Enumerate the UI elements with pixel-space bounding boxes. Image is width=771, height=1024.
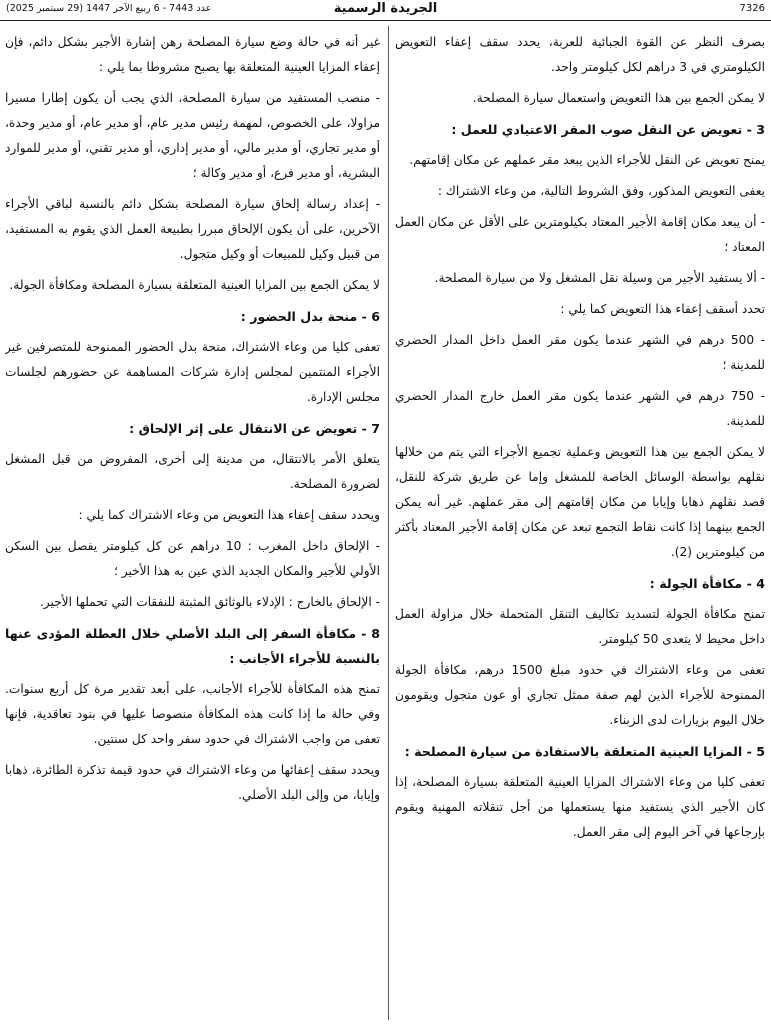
section-heading: 5 - المزايا العينية المتعلقة بالاستفادة من سيارة المصلحة : <box>404 744 765 759</box>
left-column <box>5 30 380 1020</box>
gazette-title: الجريدة الرسمية <box>333 1 438 16</box>
paragraph: - 750 درهم في الشهر عندما يكون مقر العمل خارج المدار الحضري للمدينة. <box>395 389 765 428</box>
paragraph: - ألا يستفيد الأجير من وسيلة نقل المشغل ولا من سيارة المصلحة. <box>434 271 765 285</box>
paragraph: - أن يبعد مكان إقامة الأجير المعتاد بكيلومترين على الأقل عن مكان العمل المعتاد ؛ <box>395 215 765 254</box>
paragraph: تعفى كليا من وعاء الاشتراك المزايا العينية المتعلقة بسيارة المصلحة، إذا كان الأجير الذي يستفيد منها يستعملها من أجل تنقلاته المهنية ويقوم بإرجاعها في آخر اليوم إلى مقر العمل. <box>395 775 765 839</box>
paragraph: - منصب المستفيد من سيارة المصلحة، الذي يجب أن يكون إطارا مسيرا مزاولا، على الخصوص، لمهمة رئيس مدير عام، أو مدير عام، أو مدير وحدة، أو مدير تجاري، أو مدير مالي، أو مدير إداري، أو مدير تقني، أو مدير للموارد البشرية، أو مدير فرع، أو مدير وكالة ؛ <box>5 91 380 180</box>
paragraph: تمنح هذه المكافأة للأجراء الأجانب، على أبعد تقدير مرة كل أربع سنوات. وفي حالة ما إذا كانت هذه المكافأة منصوصا عليها في بنود تعاقدية، فإنها تعفى من واجب الاشتراك في حدود سفر واحد كل سنتين. <box>5 682 380 746</box>
paragraph: يمنح تعويض عن النقل للأجراء الذين يبعد مقر عملهم عن مكان إقامتهم. <box>409 153 765 167</box>
column-divider <box>388 26 389 1020</box>
section-heading: 3 - تعويض عن النقل صوب المقر الاعتيادي للعمل : <box>451 122 765 137</box>
paragraph: - إعداد رسالة إلحاق سيارة المصلحة بشكل دائم بالنسبة لباقي الأجراء الآخرين، على أن يكون الإلحاق مبررا بطبيعة العمل الذي يقوم به المستفيد، من قبيل وكيل للمبيعات أو وكيل متجول. <box>5 197 380 261</box>
section-heading: 8 - مكافأة السفر إلى البلد الأصلي خلال العطلة المؤدى عنها بالنسبة للأجراء الأجانب : <box>5 626 380 666</box>
paragraph: ويحدد سقف إعفائها من وعاء الاشتراك في حدود قيمة تذكرة الطائرة، ذهابا وإيابا، من وإلى البلد الأصلي. <box>5 763 380 802</box>
page-number: 7326 <box>739 3 765 14</box>
paragraph: تعفى من وعاء الاشتراك في حدود مبلغ 1500 درهم، مكافأة الجولة الممنوحة للأجراء الذين لهم صفة ممثل تجاري أو عون متجول ويقومون خلال اليوم بزيارات لدى الزبناء. <box>395 663 765 727</box>
paragraph: لا يمكن الجمع بين المزايا العينية المتعلقة بسيارة المصلحة ومكافأة الجولة. <box>9 278 380 292</box>
page-header <box>0 0 771 21</box>
paragraph: لا يمكن الجمع بين هذا التعويض وعملية تجميع الأجراء التي يتم من خلالها نقلهم بواسطة الوسائل الخاصة للمشغل وإما عن طريق شركة للنقل، قصد نقلهم ذهابا وإيابا من مكان إقامتهم إلى مقر عملهم. غير أنه يمكن الجمع بينهما إذا كانت نقاط التجمع تبعد عن مكان إقامة الأجير المعتاد بأكثر من كيلومترين (2). <box>395 445 765 559</box>
paragraph: - الإلحاق بالخارج : الإدلاء بالوثائق المثبتة للنفقات التي تحملها الأجير. <box>39 595 380 609</box>
paragraph: يتعلق الأمر بالانتقال، من مدينة إلى أخرى، المفروض من قبل المشغل لضرورة المصلحة. <box>5 452 380 491</box>
issue-info: عدد 7443 - 6 ربيع الآخر 1447 (29 سبتمبر 2025) <box>6 3 212 14</box>
paragraph: ويحدد سقف إعفاء هذا التعويض من وعاء الاشتراك كما يلي : <box>78 508 380 522</box>
paragraph: - 500 درهم في الشهر عندما يكون مقر العمل داخل المدار الحضري للمدينة ؛ <box>395 333 765 372</box>
section-heading: 6 - منحة بدل الحضور : <box>240 309 380 324</box>
right-column <box>395 30 765 1020</box>
paragraph: غير أنه في حالة وضع سيارة المصلحة رهن إشارة الأجير بشكل دائم، فإن إعفاء المزايا العينية المتعلقة بها يصبح مشروطا بما يلي : <box>5 35 380 74</box>
paragraph: لا يمكن الجمع بين هذا التعويض واستعمال سيارة المصلحة. <box>472 91 765 105</box>
paragraph: تمنح مكافأة الجولة لتسديد تكاليف التنقل المتحملة خلال مزاولة العمل داخل محيط لا يتعدى 50 كيلومتر. <box>395 607 765 646</box>
paragraph: يعفى التعويض المذكور، وفق الشروط التالية، من وعاء الاشتراك : <box>437 184 765 198</box>
section-heading: 7 - تعويض عن الانتقال على إثر الإلحاق : <box>129 421 380 436</box>
section-heading: 4 - مكافأة الجولة : <box>649 576 765 591</box>
paragraph: تعفى كليا من وعاء الاشتراك، منحة بدل الحضور الممنوحة للمتصرفين غير الأجراء المنتمين لمجلس إدارة شركات المساهمة عن حضورهم لجلسات مجلس الإدارة. <box>5 340 380 404</box>
paragraph: بصرف النظر عن القوة الجبائية للعربة، يحدد سقف إعفاء التعويض الكيلومتري في 3 دراهم لكل كيلومتر واحد. <box>395 35 765 74</box>
paragraph: تحدد أسقف إعفاء هذا التعويض كما يلي : <box>560 302 765 316</box>
paragraph: - الإلحاق داخل المغرب : 10 دراهم عن كل كيلومتر يفصل بين السكن الأولي للأجير والمكان الجديد الذي عين به هذا الأخير ؛ <box>5 539 380 578</box>
